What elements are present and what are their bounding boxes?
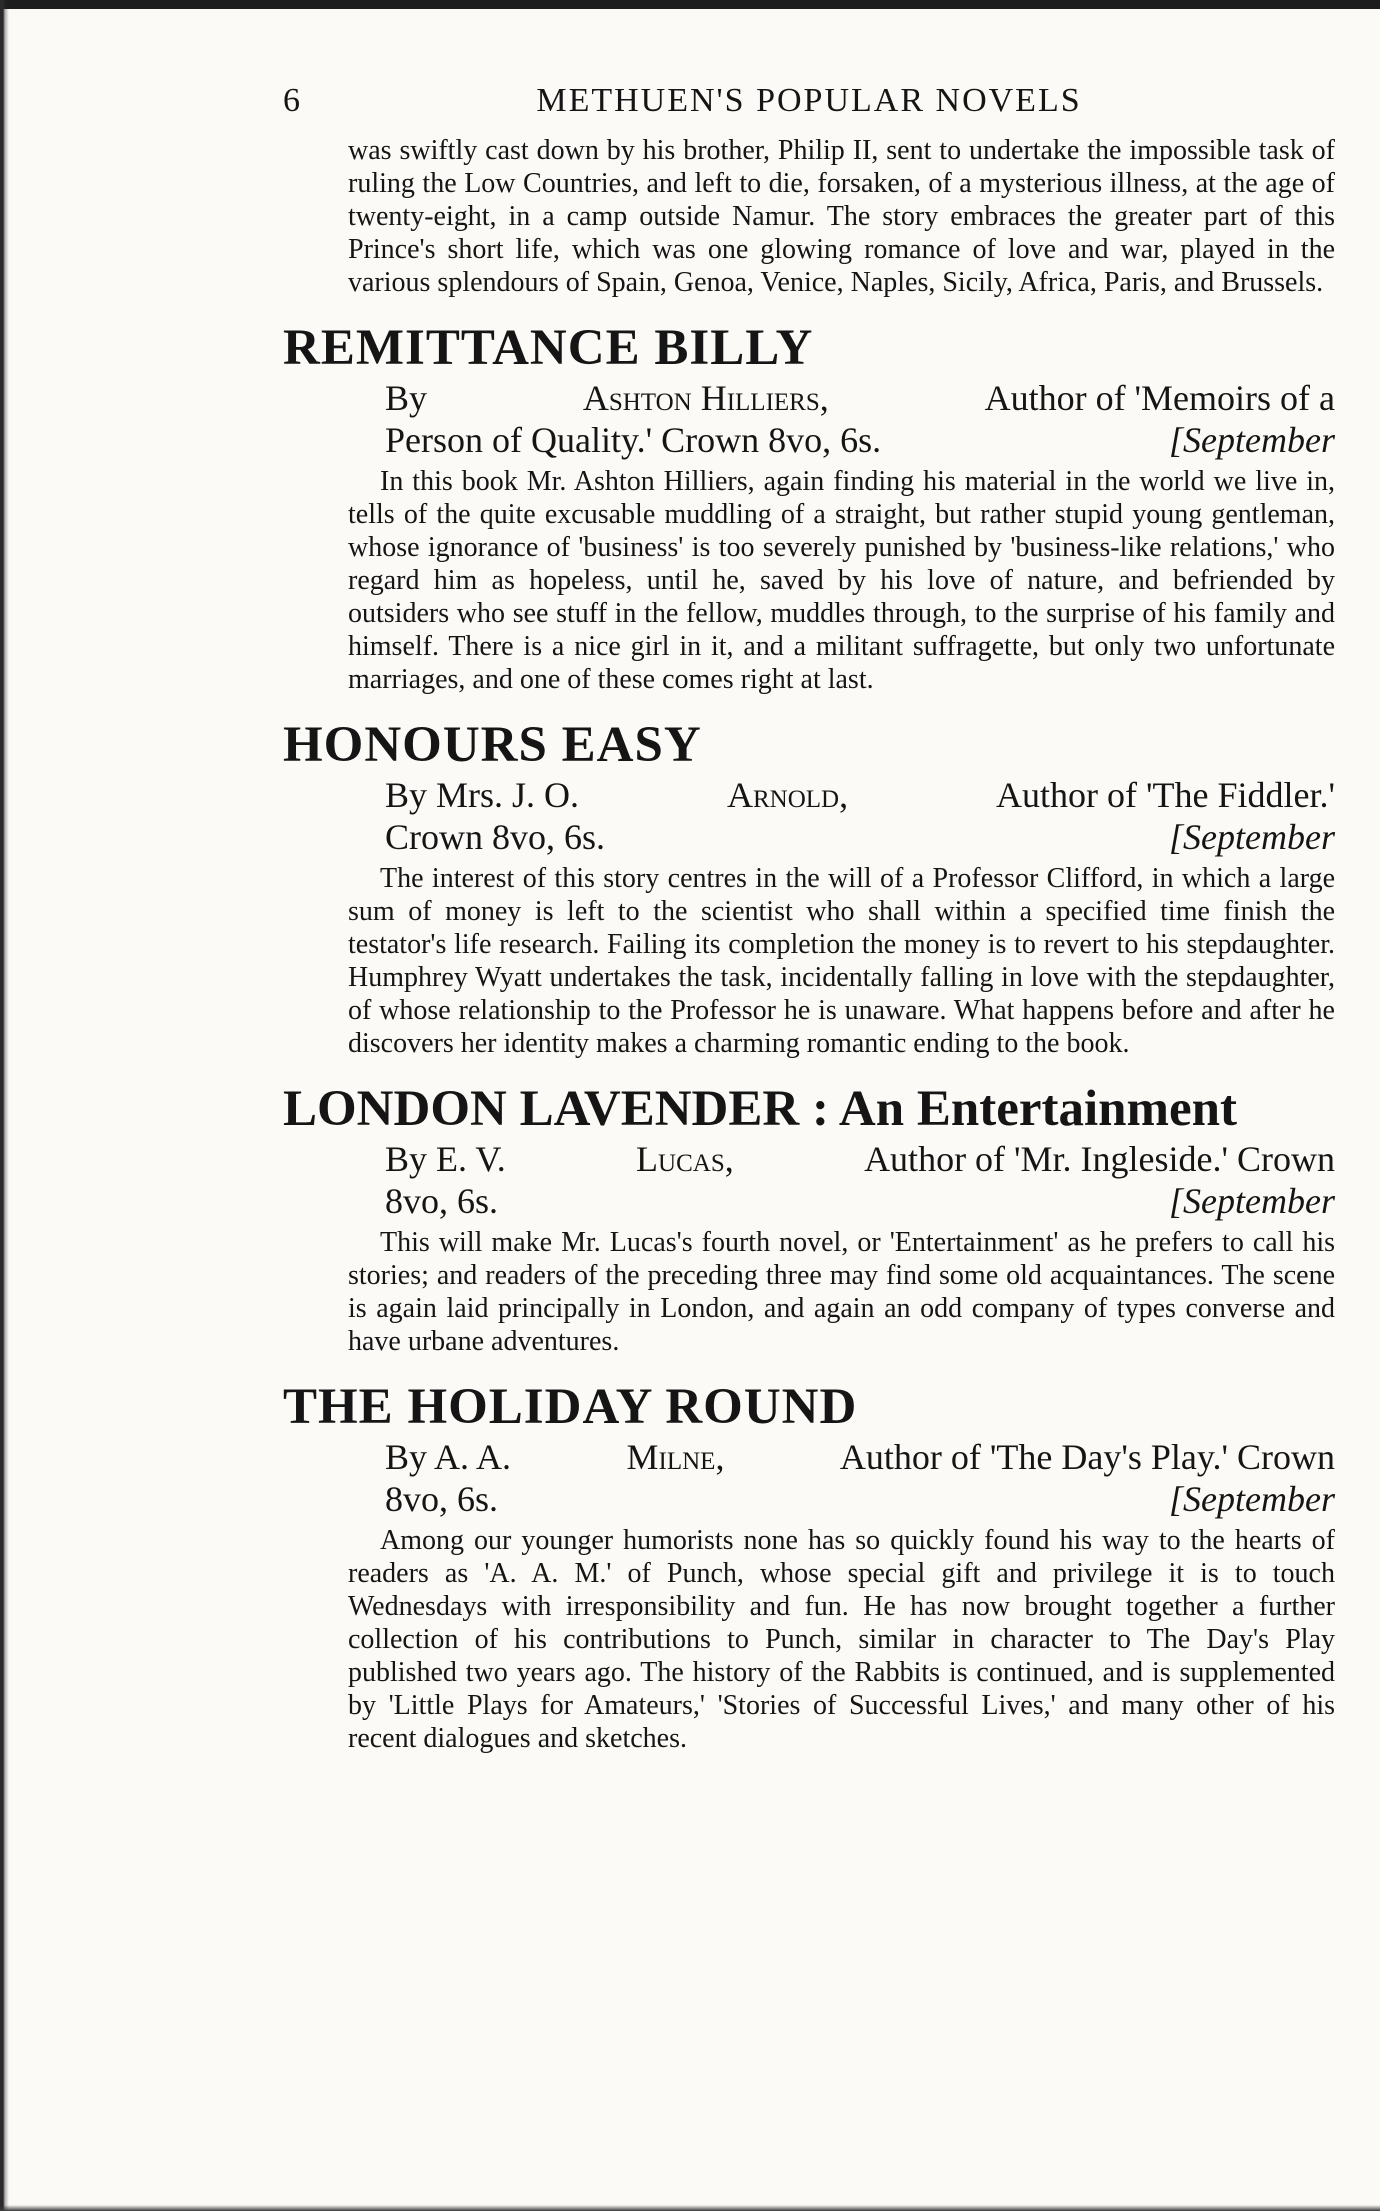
- edition-info: Crown 8vo, 6s.: [385, 817, 606, 857]
- byline-line: [385, 419, 1335, 461]
- byline-line: [385, 377, 1335, 419]
- page-number: 6: [283, 82, 302, 119]
- byline-rest: Author of 'The Fiddler.': [996, 775, 1335, 815]
- byline-rest: Author of 'Mr. Ingleside.' Crown: [864, 1139, 1335, 1179]
- book-description: Among our younger humorists none has so quickly found his way to the hearts of readers as 'A. A. M.' of Punch, whose special gift and privilege it is to touch Wednesdays with irresponsibility and fun. He has now brought together a further collection of his contributions to Punch, similar in character to The Day's Play published two years ago. The history of the Rabbits is continued, and is supplemented by 'Little Plays for Amateurs,' 'Stories of Successful Lives,' and many other of his recent dialogues and sketches.: [348, 1525, 1335, 1754]
- byline-line: [385, 816, 1335, 858]
- page-left-edge: [0, 0, 9, 2211]
- byline-by: By: [385, 378, 428, 418]
- edition-info: 8vo, 6s.: [385, 1479, 499, 1519]
- byline-line: [385, 1436, 1335, 1478]
- publication-date: [September: [1169, 817, 1335, 857]
- byline: [385, 1436, 1335, 1520]
- book-title: THE HOLIDAY ROUND: [283, 1379, 858, 1435]
- byline-line: [385, 1138, 1335, 1180]
- running-head: METHUEN'S POPULAR NOVELS: [536, 82, 1082, 119]
- page-top-edge: [0, 0, 1380, 9]
- book-title: LONDON LAVENDER : An Entertainment: [283, 1081, 1237, 1137]
- page-bottom-edge: [0, 2205, 1380, 2211]
- byline-line: [385, 1478, 1335, 1520]
- page-header: [283, 82, 1335, 134]
- publication-date: [September: [1169, 1479, 1335, 1519]
- edition-info: Person of Quality.' Crown 8vo, 6s.: [385, 420, 882, 460]
- byline-rest: Author of 'The Day's Play.' Crown: [839, 1437, 1335, 1477]
- byline: [385, 1138, 1335, 1222]
- author-name: Milne,: [626, 1437, 725, 1477]
- byline-by: By Mrs. J. O.: [385, 775, 580, 815]
- book-page: [283, 82, 1335, 1755]
- byline-by: By A. A.: [385, 1437, 512, 1477]
- book-entry: [283, 718, 1335, 1060]
- byline: [385, 377, 1335, 461]
- book-entry: [283, 1380, 1335, 1755]
- byline: [385, 774, 1335, 858]
- book-description: This will make Mr. Lucas's fourth novel, or 'Entertainment' as he prefers to call his stories; and readers of the preceding three may find some old acquaintances. The scene is again laid principally in London, and again an odd company of types converse and have urbane adventures.: [348, 1227, 1335, 1357]
- byline-rest: Author of 'Memoirs of a: [984, 378, 1335, 418]
- author-name: Ashton Hilliers,: [582, 378, 829, 418]
- book-title: REMITTANCE BILLY: [283, 320, 814, 376]
- author-name: Arnold,: [726, 775, 849, 815]
- continued-paragraph: was swiftly cast down by his brother, Philip II, sent to undertake the impossible task of ruling the Low Countries, and left to die, forsaken, of a mysterious illness, at the age of twenty-eight, in a camp outside Namur. The story embraces the greater part of this Prince's short life, which was one glowing romance of love and war, played in the various splendours of Spain, Genoa, Venice, Naples, Sicily, Africa, Paris, and Brussels.: [348, 135, 1335, 298]
- edition-info: 8vo, 6s.: [385, 1181, 499, 1221]
- book-entry: [283, 1082, 1335, 1358]
- book-entry: [283, 321, 1335, 696]
- book-description: The interest of this story centres in the will of a Professor Clifford, in which a large sum of money is left to the scientist who shall within a specified time finish the testator's life research. Failing its completion the money is to revert to his stepdaughter. Humphrey Wyatt undertakes the task, incidentally falling in love with the stepdaughter, of whose relationship to the Professor he is unaware. What happens before and after he discovers her identity makes a charming romantic ending to the book.: [348, 863, 1335, 1059]
- book-title: HONOURS EASY: [283, 717, 702, 773]
- author-name: Lucas,: [636, 1139, 734, 1179]
- book-description: In this book Mr. Ashton Hilliers, again finding his material in the world we live in, tells of the quite excusable muddling of a straight, but rather stupid young gentleman, whose ignorance of 'business' is too severely punished by 'business-like relations,' who regard him as hopeless, until he, saved by his love of nature, and befriended by outsiders who see stuff in the fellow, muddles through, to the surprise of his family and himself. There is a nice girl in it, and a militant suffragette, but only two unfortunate marriages, and one of these comes right at last.: [348, 466, 1335, 695]
- byline-line: [385, 774, 1335, 816]
- publication-date: [September: [1169, 420, 1335, 460]
- byline-by: By E. V.: [385, 1139, 506, 1179]
- publication-date: [September: [1169, 1181, 1335, 1221]
- byline-line: [385, 1180, 1335, 1222]
